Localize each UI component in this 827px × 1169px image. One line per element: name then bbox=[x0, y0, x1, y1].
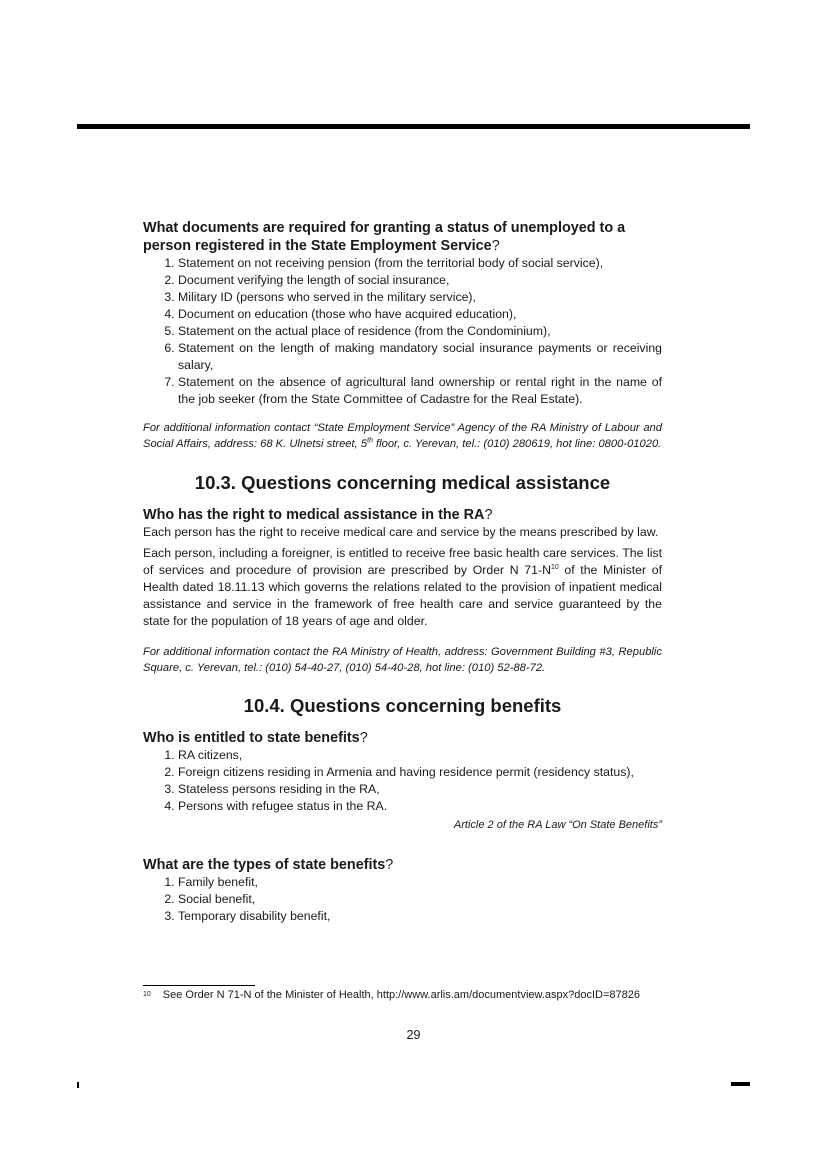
list-item: 2. Document verifying the length of social insurance, bbox=[178, 272, 662, 289]
section-heading-benefits: 10.4. Questions concerning benefits bbox=[243, 695, 562, 716]
list-item: 4. Persons with refugee status in the RA. bbox=[178, 798, 662, 815]
list-item: 2. Social benefit, bbox=[178, 891, 662, 908]
question-benefits-entitled: Who is entitled to state benefits? bbox=[143, 730, 368, 746]
paragraph: Each person has the right to receive medical care and service by the means prescribed by law. bbox=[143, 525, 659, 539]
section-heading-medical: 10.3. Questions concerning medical assistance bbox=[194, 472, 611, 493]
list-item: 1. Family benefit, bbox=[178, 874, 662, 891]
footnote-text: See Order N 71-N of the Minister of Health, http://www.arlis.am/documentview.aspx?docID=87826 bbox=[162, 989, 640, 1001]
contact-note-health: For additional information contact the RA Ministry of Health, address: Government Building #3, Republic Square, c. Yerevan, tel.: (010) 54-40-27, (010) 54-40-28, hot line: (010) 52-88-72. bbox=[143, 646, 662, 674]
list-item: 4. Document on education (those who have acquired education), bbox=[178, 306, 662, 323]
article-reference: Article 2 of the RA Law “On State Benefits” bbox=[453, 819, 662, 831]
page-number: 29 bbox=[406, 1028, 421, 1042]
list-item: 3. Military ID (persons who served in the military service), bbox=[178, 289, 662, 306]
crop-mark-right bbox=[731, 1082, 750, 1086]
list-item: 5. Statement on the actual place of residence (from the Condominium), bbox=[178, 323, 662, 340]
header-rule bbox=[77, 124, 750, 129]
list-item: 2. Foreign citizens residing in Armenia and having residence permit (residency status), bbox=[178, 764, 662, 781]
contact-note-employment: For additional information contact “State Employment Service” Agency of the RA Ministry of Labour and Social Affairs, address: 68 K. Ulnetsi street, 5th floor, c. Yerevan, tel.: (010) 280619, hot line: 0800-01020. bbox=[143, 422, 662, 450]
list-item: 1. RA citizens, bbox=[178, 747, 662, 764]
footnote-marker: 10 bbox=[143, 991, 151, 998]
documents-list bbox=[143, 255, 662, 408]
entitled-list bbox=[143, 747, 662, 815]
footnote-rule bbox=[143, 985, 255, 986]
list-item: 3. Stateless persons residing in the RA, bbox=[178, 781, 662, 798]
list-item: 3. Temporary disability benefit, bbox=[178, 908, 662, 925]
list-item: 7. Statement on the absence of agricultural land ownership or rental right in the name of the job seeker (from the State Committee of Cadastre for the Real Estate). bbox=[178, 374, 662, 408]
list-item: 6. Statement on the length of making mandatory social insurance payments or receiving salary, bbox=[178, 340, 662, 374]
crop-mark-left bbox=[77, 1082, 79, 1088]
page-body bbox=[143, 219, 662, 925]
list-item: 1. Statement on not receiving pension (from the territorial body of social service), bbox=[178, 255, 662, 272]
question-medical-right: Who has the right to medical assistance in the RA? bbox=[143, 507, 493, 523]
benefit-types-list bbox=[143, 874, 662, 925]
question-benefit-types: What are the types of state benefits? bbox=[143, 857, 394, 873]
paragraph: Each person, including a foreigner, is entitled to receive free basic health care services. The list of services and procedure of provision are prescribed by Order N $71-N^{10}$ of the Minister of Health dated 18.11.13 which governs the relations related to the provision of inpatient medical assistance and service in the framework of free health care and service guaranteed by the state for the population of 18 years of age and older. bbox=[143, 546, 662, 628]
footnote bbox=[143, 988, 665, 1002]
question-unemployed-documents: What documents are required for granting a status of unemployed to a person registered in the State Employment Service? bbox=[143, 220, 626, 254]
